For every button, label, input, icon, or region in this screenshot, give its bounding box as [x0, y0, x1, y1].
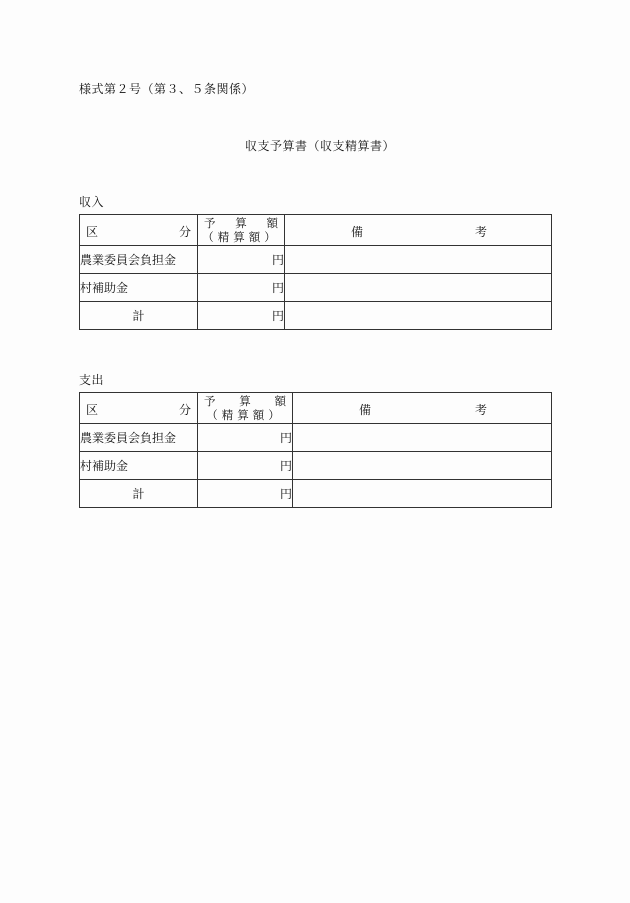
category-header-right: 分: [178, 403, 191, 417]
category-cell: 村補助金: [80, 452, 198, 480]
total-amount-cell[interactable]: 円: [198, 302, 285, 330]
table-row: [80, 246, 552, 274]
category-cell: 農業委員会負担金: [80, 246, 198, 274]
amount-header-char: 額: [274, 394, 286, 408]
category-header-left: 区: [86, 225, 99, 239]
remarks-cell[interactable]: [293, 452, 552, 480]
category-cell: 村補助金: [80, 274, 198, 302]
income-header-row: [80, 215, 552, 246]
document-title: 収支予算書（収支精算書）: [244, 139, 395, 153]
amount-header-char: 予: [204, 216, 216, 230]
amount-cell[interactable]: 円: [198, 424, 293, 452]
total-amount-cell[interactable]: 円: [198, 480, 293, 508]
table-row-total: [80, 480, 552, 508]
remarks-header-left: 備: [359, 403, 372, 417]
remarks-cell[interactable]: [285, 302, 552, 330]
income-amount-header: [198, 215, 285, 246]
expense-category-header: [80, 393, 198, 424]
remarks-header-right: 考: [474, 403, 487, 417]
amount-cell[interactable]: 円: [198, 274, 285, 302]
total-label-cell: 計: [80, 302, 198, 330]
expense-remarks-header: [293, 393, 552, 424]
amount-cell[interactable]: 円: [198, 246, 285, 274]
expense-label: 支出: [79, 373, 105, 387]
expense-table: [79, 392, 552, 508]
amount-header-char: 算: [239, 394, 251, 408]
income-remarks-header: [285, 215, 552, 246]
income-label: 収入: [79, 195, 105, 209]
amount-cell[interactable]: 円: [198, 452, 293, 480]
amount-header-char: 予: [204, 394, 216, 408]
remarks-cell[interactable]: [293, 424, 552, 452]
income-table: [79, 214, 552, 330]
remarks-header-left: 備: [351, 225, 364, 239]
table-row-total: [80, 302, 552, 330]
category-cell: 農業委員会負担金: [80, 424, 198, 452]
expense-header-row: [80, 393, 552, 424]
income-category-header: [80, 215, 198, 246]
amount-header-settlement: （精算額）: [202, 230, 280, 244]
remarks-cell[interactable]: [285, 246, 552, 274]
amount-header-char: 額: [266, 216, 278, 230]
total-label-cell: 計: [80, 480, 198, 508]
amount-header-char: 算: [235, 216, 247, 230]
category-header-right: 分: [178, 225, 191, 239]
table-row: [80, 274, 552, 302]
table-row: [80, 424, 552, 452]
table-row: [80, 452, 552, 480]
remarks-header-right: 考: [474, 225, 487, 239]
amount-header-settlement: （精算額）: [206, 408, 284, 422]
remarks-cell[interactable]: [293, 480, 552, 508]
remarks-cell[interactable]: [285, 274, 552, 302]
category-header-left: 区: [86, 403, 99, 417]
expense-amount-header: [198, 393, 293, 424]
form-number: 様式第２号（第３、５条関係）: [79, 82, 255, 96]
